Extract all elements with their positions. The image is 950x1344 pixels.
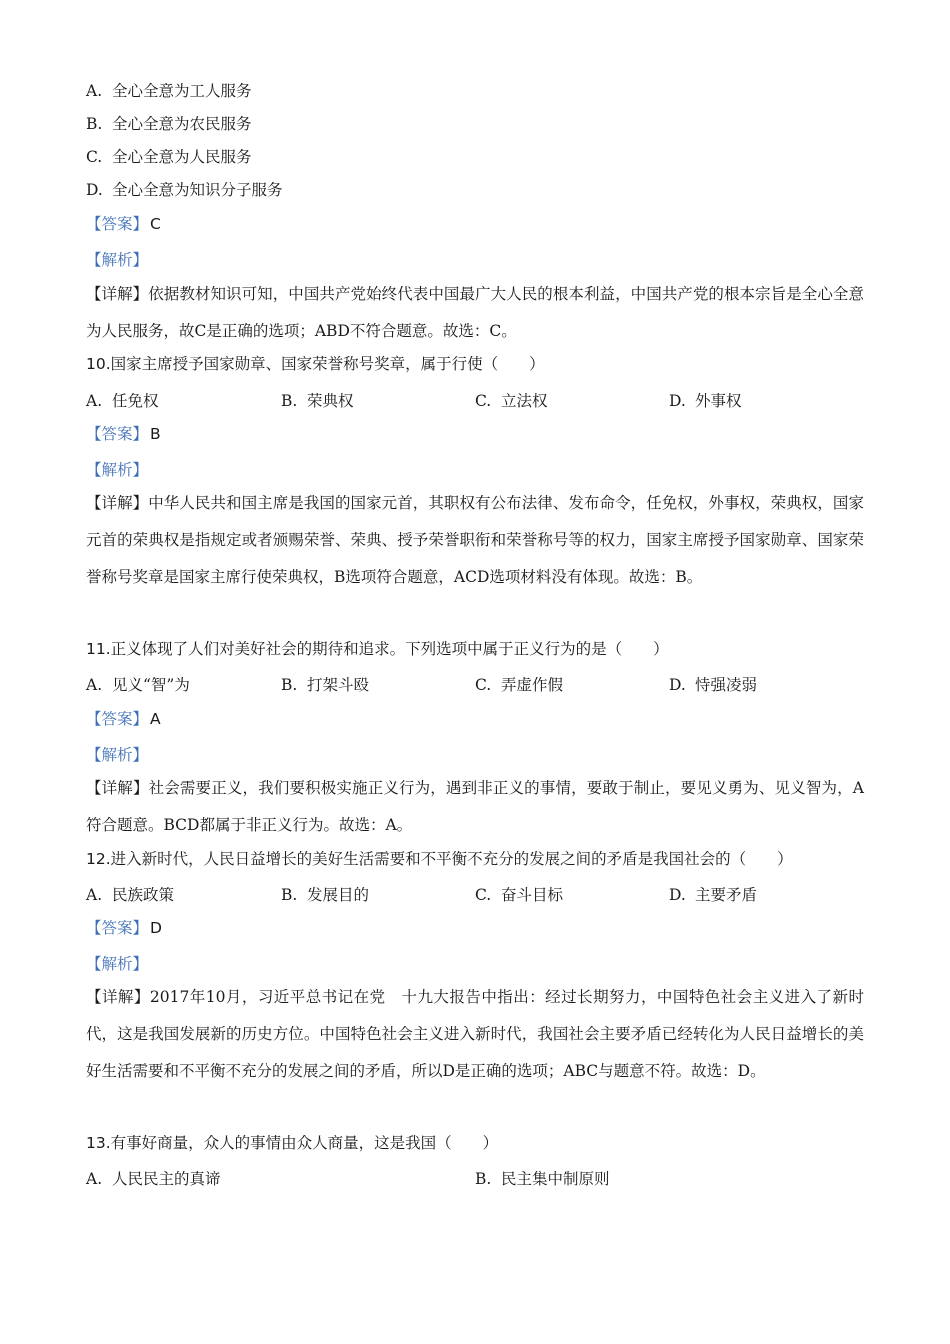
option-a: A. 见义“智”为 <box>86 676 190 694</box>
question-stem: 10.国家主席授予国家勋章、国家荣誉称号奖章，属于行使（ ） <box>86 355 545 373</box>
answer-line: 【答案】 D <box>86 919 162 937</box>
option-d: D. 恃强凌弱 <box>669 676 758 694</box>
answer-line: 【答案】 C <box>86 215 161 233</box>
analysis-tag: 【解析】 <box>86 251 149 269</box>
question-stem: 11.正义体现了人们对美好社会的期待和追求。下列选项中属于正义行为的是（ ） <box>86 640 669 658</box>
answer-line: 【答案】 A <box>86 710 161 728</box>
analysis-tag: 【解析】 <box>86 955 149 973</box>
analysis-tag: 【解析】 <box>86 746 149 764</box>
option-b: B. 发展目的 <box>281 886 370 904</box>
analysis-tag: 【解析】 <box>86 461 149 479</box>
option-b: B. 打架斗殴 <box>281 676 370 694</box>
option-a: A. 全心全意为工人服务 <box>86 82 252 100</box>
option-b: B. 全心全意为农民服务 <box>86 115 252 133</box>
option-a: A. 民族政策 <box>86 886 175 904</box>
option-a: A. 任免权 <box>86 392 159 410</box>
option-d: D. 主要矛盾 <box>669 886 758 904</box>
option-a: A. 人民民主的真谛 <box>86 1170 221 1188</box>
detail-paragraph: 【详解】中华人民共和国主席是我国的国家元首，其职权有公布法律、发布命令，任免权，外事权，荣典权，国家元首的荣典权是指规定或者颁赐荣誉、荣典、授予荣誉职衔和荣誉称号等的权力，国家主席授予国家勋章、国家荣誉称号奖章是国家主席行使荣典权，B选项符合题意，ACD选项材料没有体现。故选：B。 <box>86 494 864 586</box>
option-d: D. 全心全意为知识分子服务 <box>86 181 283 199</box>
option-c: C. 立法权 <box>475 392 548 410</box>
question-stem: 12.进入新时代，人民日益增长的美好生活需要和不平衡不充分的发展之间的矛盾是我国社会的（ ） <box>86 850 793 868</box>
option-c: C. 奋斗目标 <box>475 886 564 904</box>
answer-line: 【答案】 B <box>86 425 161 443</box>
detail-paragraph: 【详解】2017年10月，习近平总书记在党 十九大报告中指出：经过长期努力，中国特色社会主义进入了新时代，这是我国发展新的历史方位。中国特色社会主义进入新时代，我国社会主要矛盾已经转化为人民日益增长的美好生活需要和不平衡不充分的发展之间的矛盾，所以D是正确的选项；ABC与题意不符。故选：D。 <box>86 988 864 1080</box>
option-c: C. 弄虚作假 <box>475 676 564 694</box>
option-d: D. 外事权 <box>669 392 742 410</box>
option-c: C. 全心全意为人民服务 <box>86 148 252 166</box>
detail-paragraph: 【详解】社会需要正义，我们要积极实施正义行为，遇到非正义的事情，要敢于制止，要见义勇为、见义智为，A符合题意。BCD都属于非正义行为。故选：A。 <box>86 779 864 834</box>
question-stem: 13.有事好商量，众人的事情由众人商量，这是我国（ ） <box>86 1134 499 1152</box>
option-b: B. 荣典权 <box>281 392 354 410</box>
detail-paragraph: 【详解】依据教材知识可知，中国共产党始终代表中国最广大人民的根本利益，中国共产党的根本宗旨是全心全意为人民服务，故C是正确的选项；ABD不符合题意。故选：C。 <box>86 285 864 340</box>
option-b: B. 民主集中制原则 <box>475 1170 610 1188</box>
